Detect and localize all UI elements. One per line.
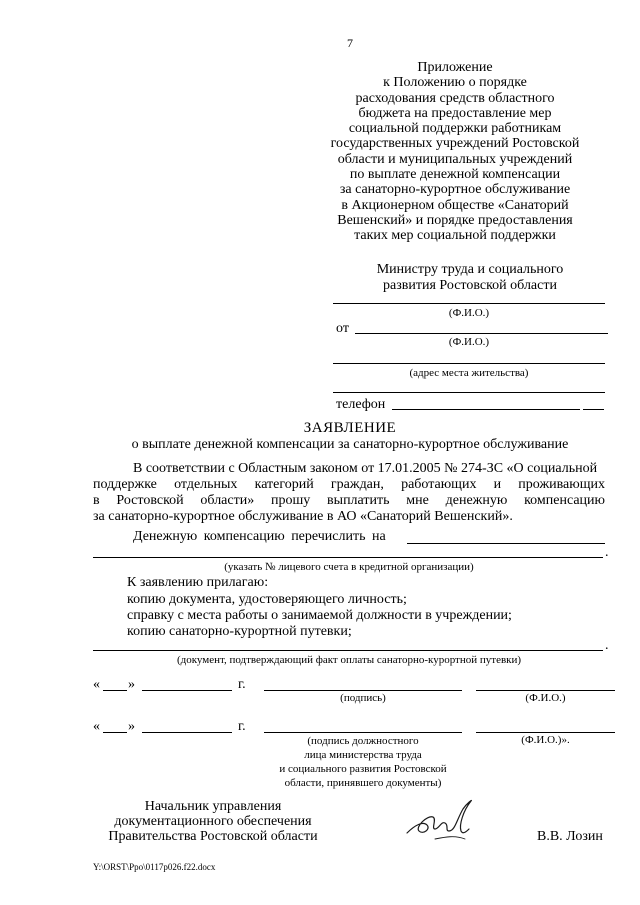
account-caption: (указать № лицевого счета в кредитной организации) (224, 561, 474, 573)
payment-line-period: . (605, 638, 609, 653)
name-input-line[interactable] (476, 690, 615, 691)
date-year-suffix: г. (238, 719, 246, 734)
appendix-line: по выплате денежной компенсации (349, 167, 561, 183)
fio-caption: (Ф.И.О.) (448, 336, 490, 348)
attachment-item: копию документа, удостоверяющего личность; (127, 592, 407, 607)
official-name-input-line[interactable] (476, 732, 615, 733)
fio-caption: (Ф.И.О.) (448, 307, 490, 319)
payment-doc-caption: (документ, подтверждающий факт оплаты санаторно-курортной путевки) (176, 654, 522, 666)
official-signature-input-line[interactable] (264, 732, 462, 733)
appendix-line: области и муниципальных учреждений (337, 151, 573, 167)
fio-input-line[interactable] (333, 303, 605, 304)
appendix-line: таких мер социальной поддержки (354, 228, 556, 244)
appendix-line: социальной поддержки работникам (348, 121, 562, 137)
transfer-input-line[interactable] (407, 543, 605, 544)
request-line: за санаторно-курортное обслуживание в АО «Санаторий Вешенский». (93, 509, 513, 524)
official-caption-line: лица министерства труда (304, 749, 422, 761)
appendix-line: государственных учреждений Ростовской (330, 136, 580, 152)
appendix-line: за санаторно-курортное обслуживание (339, 182, 571, 198)
date-year-suffix: г. (238, 677, 246, 692)
appendix-block (320, 60, 590, 244)
attachment-item: справку с места работы о занимаемой должности в учреждении; (127, 608, 512, 623)
addressee-line: развития Ростовской области (383, 278, 557, 293)
document-title: ЗАЯВЛЕНИЕ (303, 420, 397, 436)
phone-input-line-end (583, 409, 604, 410)
head-title-line: Начальник управления (144, 799, 282, 814)
appendix-line: в Акционерном обществе «Санаторий (341, 197, 569, 213)
date-close-quote: » (128, 719, 135, 734)
address-extra-line[interactable] (333, 392, 605, 393)
file-path: Y:\ORST\Ppo\0117p026.f22.docx (93, 862, 216, 872)
official-date-day-input[interactable] (103, 732, 127, 733)
from-label: от (336, 321, 349, 336)
date-open-quote: « (93, 677, 100, 692)
appendix-line: к Положению о порядке (383, 75, 527, 91)
official-signature-caption (264, 734, 462, 790)
request-line: В соответствии с Областным законом от 17.01.2005 № 274-ЗС «О социальной (133, 461, 598, 476)
head-title-line: документационного обеспечения (114, 814, 312, 829)
head-title-line: Правительства Ростовской области (108, 829, 318, 844)
account-input-line[interactable] (93, 557, 603, 558)
account-line-period: . (605, 545, 609, 560)
handwritten-signature (405, 795, 475, 847)
date-close-quote: » (128, 677, 135, 692)
page-number: 7 (347, 36, 353, 50)
addressee-line: Министру труда и социального (376, 262, 564, 277)
address-caption: (адрес места жительства) (409, 367, 529, 379)
phone-input-line[interactable] (392, 409, 580, 410)
appendix-line: Приложение (417, 60, 493, 75)
from-input-line[interactable] (355, 333, 608, 334)
request-line: поддержке отдельных категорий граждан, работающих и проживающих (93, 477, 605, 492)
signature-caption: (подпись) (340, 692, 386, 704)
attachment-item: копию санаторно-курортной путевки; (127, 624, 352, 639)
appendix-line: расходования средств областного (355, 90, 555, 106)
name-caption: (Ф.И.О.) (525, 692, 566, 704)
official-name-caption: (Ф.И.О.)». (521, 734, 570, 746)
document-subtitle: о выплате денежной компенсации за санаторно-курортное обслуживание (131, 437, 569, 452)
phone-label: телефон (336, 397, 386, 412)
official-date-month-input[interactable] (142, 732, 232, 733)
appendix-line: Вешенский» и порядке предоставления (337, 212, 573, 228)
signature-input-line[interactable] (264, 690, 462, 691)
request-line: в Ростовской области» прошу выплатить мне денежную компенсацию (93, 493, 605, 508)
address-input-line[interactable] (333, 363, 605, 364)
addressee-block (335, 262, 605, 294)
appendix-line: бюджета на предоставление мер (358, 105, 552, 121)
head-name: В.В. Лозин (537, 829, 603, 844)
date-month-input[interactable] (142, 690, 232, 691)
transfer-text: Денежную компенсацию перечислить на (133, 529, 386, 544)
official-caption-line: (подпись должностного (307, 735, 419, 747)
official-caption-line: и социального развития Ростовской (279, 763, 447, 775)
head-title-block (93, 799, 333, 844)
attachments-intro: К заявлению прилагаю: (127, 575, 269, 590)
payment-doc-input-line[interactable] (93, 650, 603, 651)
official-caption-line: области, принявшего документы) (284, 777, 442, 789)
date-day-input[interactable] (103, 690, 127, 691)
date-open-quote: « (93, 719, 100, 734)
